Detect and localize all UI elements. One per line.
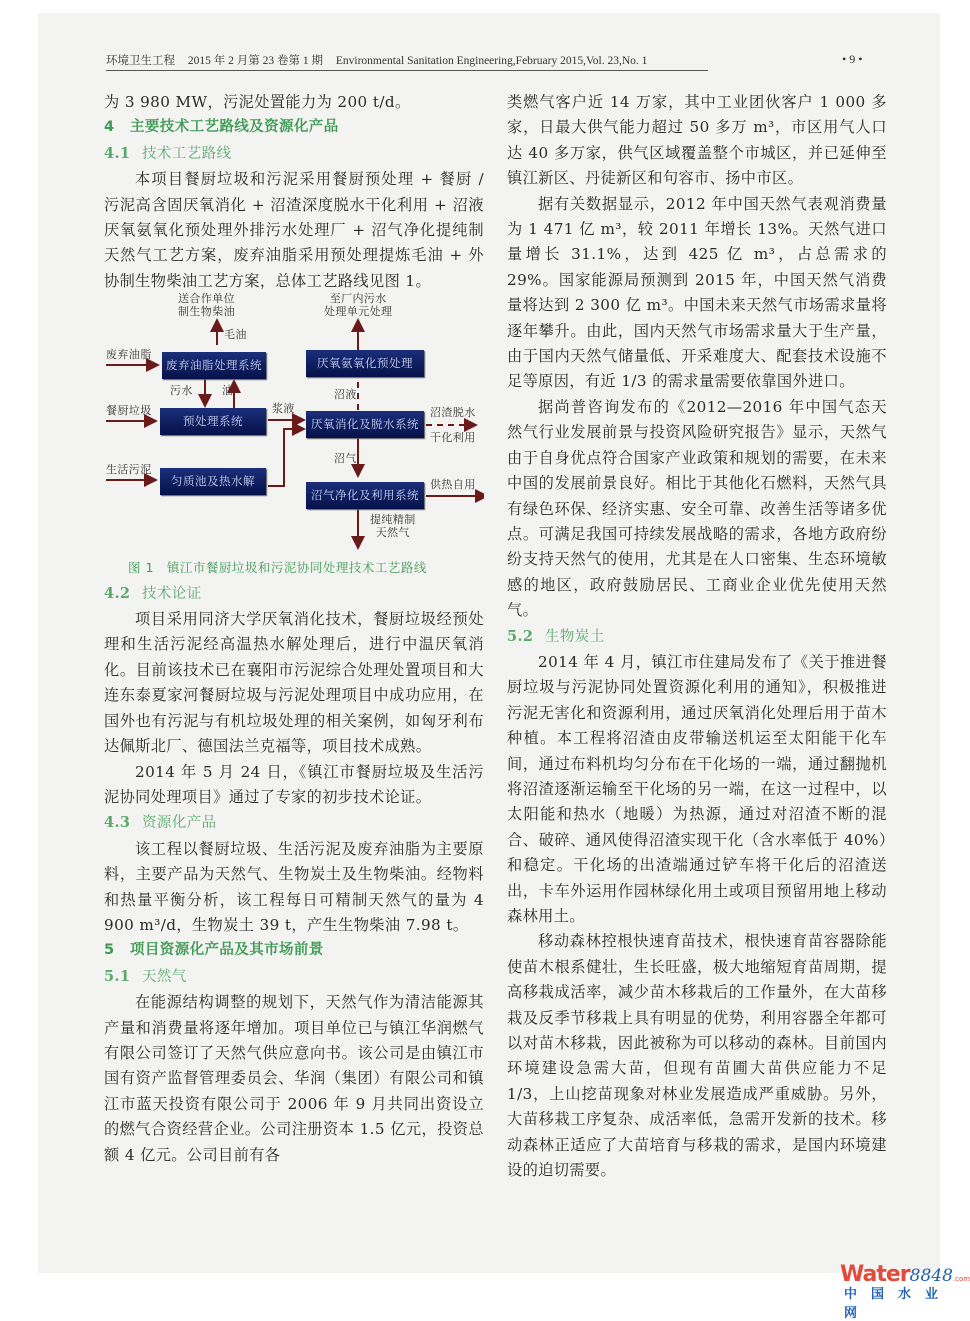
label-dry-use: 干化利用 [430,431,476,445]
running-header [106,52,708,71]
anammox-box: 厌氧氨氧化预处理 [306,350,424,377]
section-heading-4-3: 4.3 资源化产品 [104,814,217,832]
label-to-plant: 至厂内污水 处理单元处理 [324,292,393,319]
label-send-out: 送合作单位 制生物柴油 [178,292,235,319]
label-residue-dewater: 沼渣脱水 [430,406,476,420]
paragraph: 移动森林控根快速育苗技术，根快速育苗容器除能使苗木根系健壮，生长旺盛，极大地缩短育苗周期，提高移栽成活率，减少苗木移栽后的工作量外，在大苗移栽及反季节移栽上具有明显的优势，利用容器全年都可以对苗木移栽，因此被称为可以移动的森林。目前国内环境建设急需大苗，但现有苗圃大苗供应能力不足 1/3，上山挖苗现象对林业发展造成严重威胁。另外，大苗移栽工序复杂、成活率低，急需开发新的技术。移动森林正适应了大苗培育与移栽的需求，是国内环境建设的迫切需要。 [507,932,887,1180]
logo-com: .com [952,1275,970,1283]
process-flow-diagram [104,292,484,553]
section-heading-5: 5 项目资源化产品及其市场前景 [104,942,324,959]
paragraph: 项目采用同济大学厌氧消化技术，餐厨垃圾经预处理和生活污泥经高温热水解处理后，进行中温厌氧消化。目前该技术已在襄阳市污泥综合处理处置项目和大连东泰夏家河餐厨垃圾与污泥处理项目中成功应用，在国外也有污泥与有机垃圾处理的相关案例，如匈牙利布达佩斯北厂、德国法兰克福等，项目技术成熟。 [104,610,484,756]
logo-number: 8848 [909,1266,953,1286]
issue-info: 2015 年 2 月第 23 卷第 1 期 [187,55,323,67]
paragraph: 2014 年 4 月，镇江市住建局发布了《关于推进餐厨垃圾与污泥协同处置资源化利用的通知》，积极推进污泥无害化和资源利用，通过厌氧消化处理后用于苗木种植。本工程将沼渣由皮带输送机运至太阳能干化车间，通过布料机均匀分布在干化场的一端，通过翻抛机将沼渣逐渐运输至干化场的另一端，在这一过程中，以太阳能和热水（地暖）为热源，通过对沼渣不断的混合、破碎、通风使得沼渣实现干化（含水率低于 40%）和稳定。干化场的出渣端通过铲车将干化后的沼渣送出，卡车外运用作园林绿化用土或项目预留用地上移动森林用土。 [507,652,887,925]
left-column [104,90,484,1168]
label-natural-gas: 提纯精制 天然气 [370,513,416,540]
right-column [507,90,887,1183]
paragraph: 类燃气客户近 14 万家，其中工业团伙客户 1 000 多家，日最大供气能力超过 50 多万 m³，市区用气人口达 40 多万家，供气区域覆盖整个市城区，并已延伸至镇江新区、丹徒新区和句容市、扬中市区。 [507,93,887,188]
homogenization-box: 匀质池及热水解 [160,468,266,495]
oil-treatment-box: 废弃油脂处理系统 [162,352,266,379]
paragraph: 在能源结构调整的规划下，天然气作为清洁能源其产量和消费量将逐年增加。项目单位已与镇江华润燃气有限公司签订了天然气供应意向书。该公司是由镇江市国有资产监督管理委员会、华润（集团）有限公司和镇江市蓝天投资有限公司于 2006 年 9 月共同出资设立的燃气合资经营企业。公司注册资本 1.5 亿元，投资总额 4 亿元。公司目前有各 [104,993,484,1164]
page-number: • 9 • [842,52,863,66]
digestion-box: 厌氧消化及脱水系统 [306,411,424,438]
paragraph: 2014 年 5 月 24 日，《镇江市餐厨垃圾及生活污泥协同处理项目》通过了专家的初步技术论证。 [104,762,484,806]
figure-caption: 图 1 镇江市餐厨垃圾和污泥协同处理技术工艺路线 [128,560,427,576]
logo-chinese-name: 中国水业网 [844,1287,953,1321]
label-sludge: 生活污泥 [106,463,152,477]
label-biogas: 沼气 [334,452,357,466]
section-heading-4-1: 4.1 技术工艺路线 [104,144,232,162]
label-kitchen-waste: 餐厨垃圾 [106,404,152,418]
label-digestate-liquid: 沼液 [334,388,357,402]
paragraph: 该工程以餐厨垃圾、生活污泥及废弃油脂为主要原料，主要产品为天然气、生物炭土及生物柴油。经物料和热量平衡分析，该工程每日可精制天然气的量为 4 900 m³/d，生物炭土 39 t，产生生物柴油 7.98 t。 [104,839,484,934]
section-heading-5-2: 5.2 生物炭土 [507,627,605,645]
label-slurry: 浆液 [272,402,295,416]
section-heading-4: 4 主要技术工艺路线及资源化产品 [104,119,339,136]
section-heading-5-1: 5.1 天然气 [104,967,187,985]
paragraph: 为 3 980 MW，污泥处置能力为 200 t/d。 [104,93,411,111]
pretreatment-box: 预处理系统 [160,408,266,435]
label-oil: 油 [222,384,234,398]
label-sewage: 污水 [170,384,193,398]
biogas-box: 沼气净化及利用系统 [306,482,424,509]
label-heat-supply: 供热自用 [430,478,476,492]
journal-title-cn: 环境卫生工程 [106,55,175,67]
paragraph: 据有关数据显示，2012 年中国天然气表观消费量为 1 471 亿 m³，较 2011 年增长 13%。天然气进口量增长 31.1%，达到 425 亿 m³，占总需求的 29%。国家能源局预测到 2015 年，中国天然气消费量将达到 2 300 亿 m³。中国未来天然气市场需求量将逐年攀升。由此，国内天然气市场需求量大于生产量，由于国内天然气储量低、开采难度大、配套技术设施不足等原因，有近 1/3 的需求量需要依靠国外进口。 [507,194,887,391]
label-waste-oil: 废弃油脂 [106,348,152,362]
paragraph: 本项目餐厨垃圾和污泥采用餐厨预处理 + 餐厨 / 污泥高含固厌氧消化 + 沼渣深度脱水干化利用 + 沼液厌氧氨氧化预处理外排污水处理厂 + 沼气净化提纯制天然气工艺方案，废弃油脂采用预处理提炼毛油 + 外协制生物柴油工艺方案，总体工艺路线见图 1。 [104,170,484,290]
journal-title-en: Environmental Sanitation Engineering,February 2015,Vol. 23,No. 1 [335,55,648,67]
label-crude-oil: 毛油 [224,328,247,342]
water8848-logo [840,1262,970,1321]
paragraph: 据尚普咨询发布的《2012—2016 年中国气态天然气行业发展前景与投资风险研究报告》显示，天然气由于自身优点符合国家产业政策和规划的需要，在未来中国的发展前景良好。相比于其他化石燃料，天然气具有绿色环保、经济实惠、安全可靠、改善生活等诸多优点。可满足我国可持续发展战略的需求，各地方政府纷纷支持天然气的使用，尤其是在人口密集、生态环境敏感的地区，政府鼓励居民、工商业企业优先使用天然气。 [507,397,887,620]
logo-water-text: Water [840,1262,910,1287]
section-heading-4-2: 4.2 技术论证 [104,584,202,602]
